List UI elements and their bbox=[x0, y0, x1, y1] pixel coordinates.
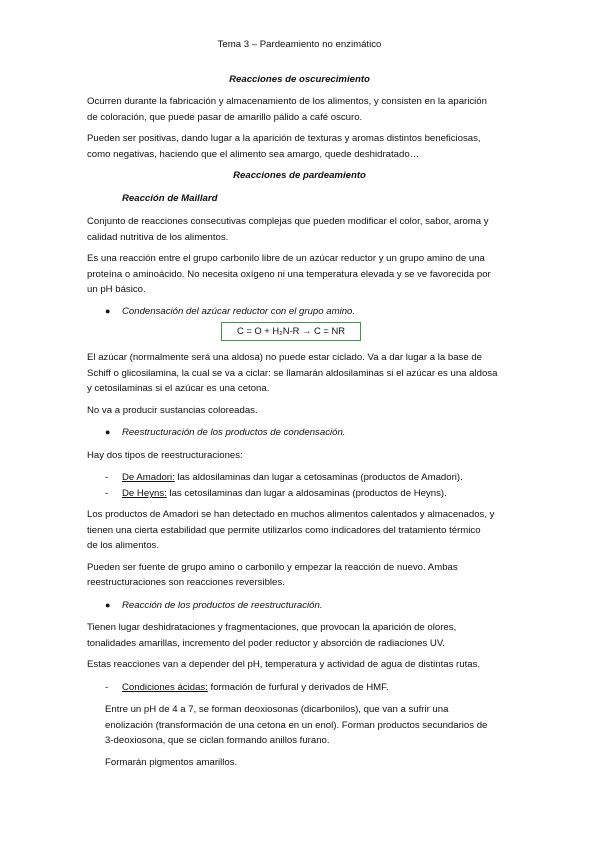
bullet-item-condensacion: Condensación del azúcar reductor con el grupo amino. bbox=[122, 306, 356, 317]
subsection-title-maillard: Reacción de Maillard bbox=[122, 193, 218, 204]
paragraph-line: Formarán pigmentos amarillos. bbox=[105, 757, 238, 768]
dash-item-label: Condiciones ácidas: bbox=[122, 682, 208, 693]
paragraph-line: Tienen lugar deshidrataciones y fragmentaciones, que provocan la aparición de olores, bbox=[87, 622, 457, 633]
paragraph-line: Conjunto de reacciones consecutivas complejas que pueden modificar el color, sabor, aroma y bbox=[87, 216, 489, 227]
dash-item-text: las cetosilaminas dan lugar a aldosaminas (productos de Heyns). bbox=[166, 488, 447, 499]
section-title-oscurecimiento: Reacciones de oscurecimiento bbox=[229, 74, 370, 85]
dash-item-heyns bbox=[122, 485, 447, 502]
dash-marker: - bbox=[105, 472, 109, 483]
section-title-pardeamiento: Reacciones de pardeamiento bbox=[233, 170, 366, 181]
paragraph-line: enolización (transformación de una cetona en un enol). Forman productos secundarios de bbox=[105, 720, 488, 731]
paragraph-line: El azúcar (normalmente será una aldosa) no puede estar ciclado. Va a dar lugar a la base de bbox=[87, 352, 482, 363]
paragraph-line: Pueden ser positivas, dando lugar a la aparición de texturas y aromas distintos beneficiosas, bbox=[87, 133, 481, 144]
paragraph-line: Entre un pH de 4 a 7, se forman deoxiosonas (dicarbonilos), que van a sufrir una bbox=[105, 704, 449, 715]
paragraph-line: 3-deoxiosona, que se ciclan formando anillos furano. bbox=[105, 735, 330, 746]
paragraph-line: Estas reacciones van a depender del pH, temperatura y actividad de agua de distintas rutas. bbox=[87, 659, 481, 670]
dash-item-amadori bbox=[122, 469, 463, 486]
paragraph-line: tonalidades amarillas, incremento del poder reductor y absorción de radiaciones UV. bbox=[87, 638, 446, 649]
paragraph-line: Los productos de Amadori se han detectado en muchos alimentos calentados y almacenados, y bbox=[87, 509, 495, 520]
dash-item-text: formación de furfural y derivados de HMF. bbox=[207, 682, 389, 693]
paragraph-line: como negativas, haciendo que el alimento sea amargo, quede deshidratado… bbox=[87, 149, 420, 160]
paragraph-line: y cetosilaminas si el azúcar es una cetona. bbox=[87, 383, 270, 394]
paragraph-line: Hay dos tipos de reestructuraciones: bbox=[87, 450, 243, 461]
bullet-dot: ● bbox=[105, 600, 111, 610]
paragraph-line: reestructuraciones son reacciones reversibles. bbox=[87, 577, 285, 588]
paragraph-line: Ocurren durante la fabricación y almacenamiento de los alimentos, y consisten en la aparición bbox=[87, 96, 487, 107]
paragraph-line: de coloración, que puede pasar de amarillo pálido a café oscuro. bbox=[87, 112, 363, 123]
bullet-dot: ● bbox=[105, 427, 111, 437]
dash-item-label: De Amadori: bbox=[122, 472, 175, 483]
dash-item-label: De Heyns: bbox=[122, 488, 167, 499]
paragraph-line: tienen una cierta estabilidad que permite utilizarlos como indicadores del tratamiento térmico bbox=[87, 525, 481, 536]
bullet-item-reaccion-productos: Reacción de los productos de reestructuración. bbox=[122, 600, 323, 611]
dash-item-text: las aldosilaminas dan lugar a cetosaminas (productos de Amadori). bbox=[174, 472, 463, 483]
dash-item-condiciones-acidas bbox=[122, 679, 389, 696]
paragraph-line: Es una reacción entre el grupo carbonilo libre de un azúcar reductor y un grupo amino de una bbox=[87, 253, 485, 264]
bullet-item-reestructuracion: Reestructuración de los productos de condensación. bbox=[122, 427, 346, 438]
paragraph-line: No va a producir sustancias coloreadas. bbox=[87, 405, 258, 416]
paragraph-line: Pueden ser fuente de grupo amino o carbonilo y empezar la reacción de nuevo. Ambas bbox=[87, 562, 458, 573]
page-header: Tema 3 – Pardeamiento no enzimático bbox=[217, 39, 382, 50]
dash-marker: - bbox=[105, 488, 109, 499]
paragraph-line: calidad nutritiva de los alimentos. bbox=[87, 232, 229, 243]
paragraph-line: un pH básico. bbox=[87, 284, 146, 295]
dash-marker: - bbox=[105, 682, 109, 693]
paragraph-line: proteína o aminoácido. No necesita oxígeno ni una temperatura elevada y se ve favorecida por bbox=[87, 269, 491, 280]
paragraph-line: Schiff o glicosilamina, la cual se va a ciclar: se llamarán aldosilaminas si el azúcar es una aldosa bbox=[87, 368, 498, 379]
bullet-dot: ● bbox=[105, 306, 111, 316]
paragraph-line: de los alimentos. bbox=[87, 540, 159, 551]
reaction-formula-box: C = O + H₂N-R → C = NR bbox=[221, 322, 361, 341]
